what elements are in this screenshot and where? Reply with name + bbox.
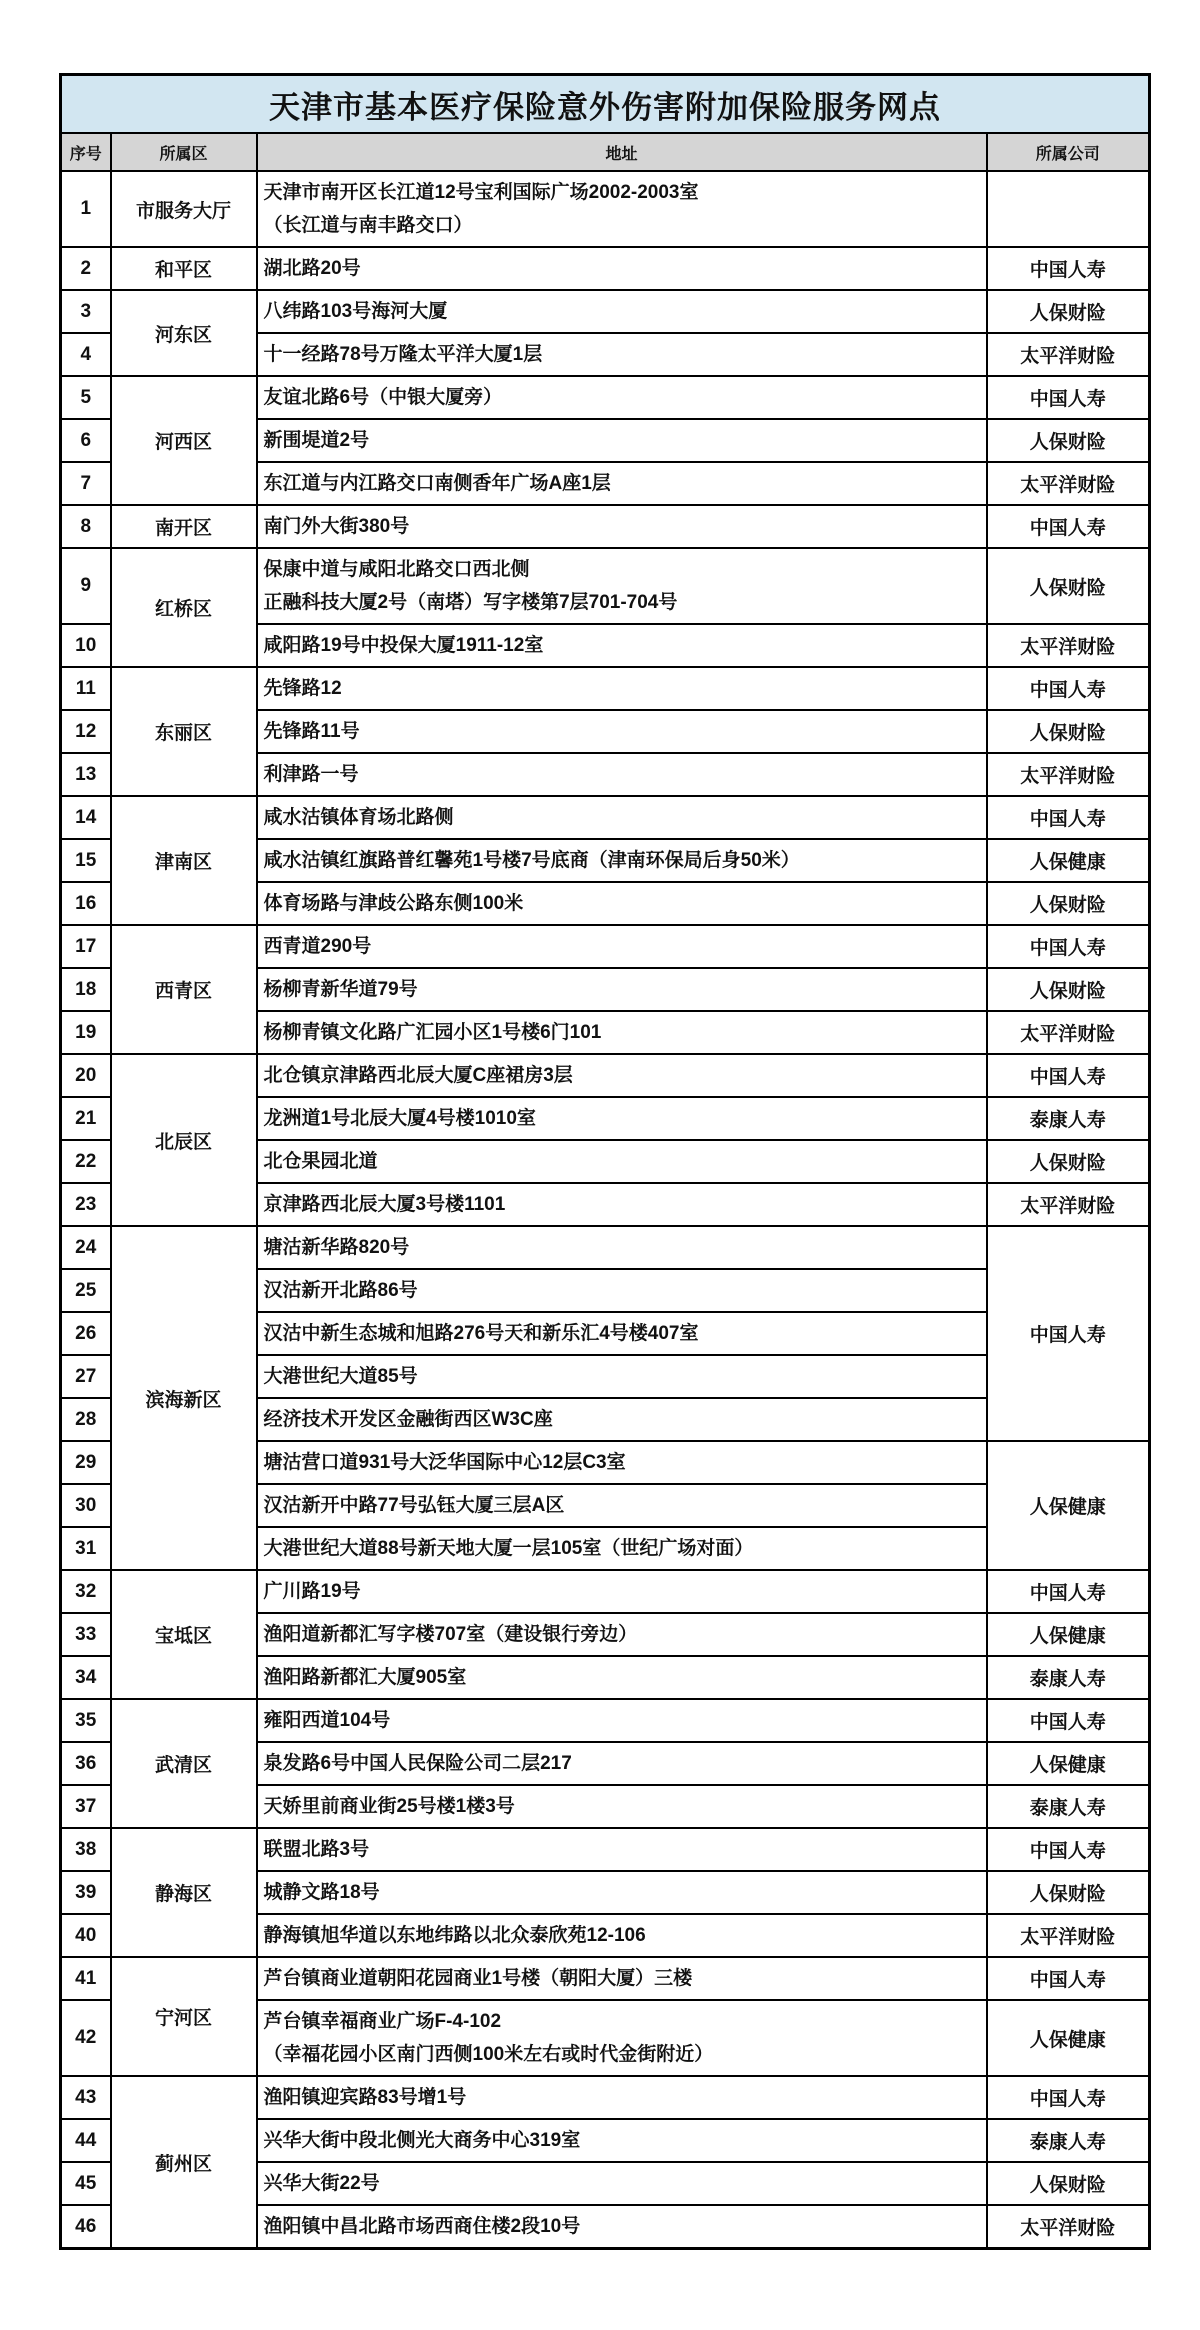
address-cell: 经济技术开发区金融街西区W3C座 (257, 1398, 987, 1441)
company-cell: 人保财险 (987, 1140, 1150, 1183)
serial-number-cell: 3 (61, 290, 111, 333)
serial-number-cell: 11 (61, 667, 111, 710)
serial-number-cell: 40 (61, 1914, 111, 1957)
serial-number-cell: 30 (61, 1484, 111, 1527)
table-row (61, 505, 1150, 548)
serial-number-cell: 17 (61, 925, 111, 968)
address-cell: 湖北路20号 (257, 247, 987, 290)
company-cell: 太平洋财险 (987, 462, 1150, 505)
serial-number-cell: 41 (61, 1957, 111, 2000)
district-cell: 河东区 (111, 290, 257, 376)
company-cell: 人保健康 (987, 1441, 1150, 1570)
address-cell: 联盟北路3号 (257, 1828, 987, 1871)
company-cell: 人保健康 (987, 2000, 1150, 2076)
serial-number-cell: 24 (61, 1226, 111, 1269)
district-cell: 津南区 (111, 796, 257, 925)
company-cell: 中国人寿 (987, 796, 1150, 839)
address-cell: 八纬路103号海河大厦 (257, 290, 987, 333)
company-cell: 太平洋财险 (987, 753, 1150, 796)
serial-number-cell: 37 (61, 1785, 111, 1828)
district-cell: 武清区 (111, 1699, 257, 1828)
company-cell: 中国人寿 (987, 1828, 1150, 1871)
serial-number-cell: 9 (61, 548, 111, 624)
serial-number-cell: 18 (61, 968, 111, 1011)
serial-number-cell: 4 (61, 333, 111, 376)
district-cell: 河西区 (111, 376, 257, 505)
company-cell: 中国人寿 (987, 925, 1150, 968)
company-cell: 人保财险 (987, 548, 1150, 624)
serial-number-cell: 2 (61, 247, 111, 290)
address-cell: 大港世纪大道85号 (257, 1355, 987, 1398)
company-cell: 太平洋财险 (987, 2205, 1150, 2249)
serial-number-cell: 7 (61, 462, 111, 505)
address-cell: 东江道与内江路交口南侧香年广场A座1层 (257, 462, 987, 505)
district-cell: 东丽区 (111, 667, 257, 796)
district-cell: 市服务大厅 (111, 171, 257, 247)
address-cell: 先锋路11号 (257, 710, 987, 753)
address-cell: 体育场路与津歧公路东侧100米 (257, 882, 987, 925)
address-cell: 芦台镇商业道朝阳花园商业1号楼（朝阳大厦）三楼 (257, 1957, 987, 2000)
address-cell: 兴华大街22号 (257, 2162, 987, 2205)
address-cell: 西青道290号 (257, 925, 987, 968)
company-cell: 中国人寿 (987, 1054, 1150, 1097)
address-cell: 杨柳青镇文化路广汇园小区1号楼6门101 (257, 1011, 987, 1054)
company-cell: 泰康人寿 (987, 1785, 1150, 1828)
serial-number-cell: 44 (61, 2119, 111, 2162)
serial-number-cell: 39 (61, 1871, 111, 1914)
address-cell: 兴华大街中段北侧光大商务中心319室 (257, 2119, 987, 2162)
table-row (61, 1570, 1150, 1613)
serial-number-cell: 35 (61, 1699, 111, 1742)
company-cell: 太平洋财险 (987, 624, 1150, 667)
serial-number-cell: 5 (61, 376, 111, 419)
address-cell: 大港世纪大道88号新天地大厦一层105室（世纪广场对面） (257, 1527, 987, 1570)
company-cell: 泰康人寿 (987, 2119, 1150, 2162)
address-cell: 南门外大街380号 (257, 505, 987, 548)
serial-number-cell: 36 (61, 1742, 111, 1785)
table-row (61, 796, 1150, 839)
table-row (61, 667, 1150, 710)
address-cell: 北仓镇京津路西北辰大厦C座裙房3层 (257, 1054, 987, 1097)
company-cell: 中国人寿 (987, 667, 1150, 710)
company-cell: 人保健康 (987, 1613, 1150, 1656)
serial-number-cell: 22 (61, 1140, 111, 1183)
table-title: 天津市基本医疗保险意外伤害附加保险服务网点 (61, 75, 1150, 134)
serial-number-cell: 12 (61, 710, 111, 753)
address-cell: 龙洲道1号北辰大厦4号楼1010室 (257, 1097, 987, 1140)
company-cell: 中国人寿 (987, 1957, 1150, 2000)
company-cell: 人保财险 (987, 968, 1150, 1011)
serial-number-cell: 34 (61, 1656, 111, 1699)
table-row (61, 247, 1150, 290)
district-cell: 南开区 (111, 505, 257, 548)
district-cell: 宁河区 (111, 1957, 257, 2076)
serial-number-cell: 25 (61, 1269, 111, 1312)
table-row (61, 376, 1150, 419)
company-cell: 中国人寿 (987, 1699, 1150, 1742)
company-cell: 中国人寿 (987, 376, 1150, 419)
table-body (61, 171, 1150, 2249)
serial-number-cell: 26 (61, 1312, 111, 1355)
header-serial-number: 序号 (61, 133, 111, 171)
table-row (61, 1699, 1150, 1742)
title-row (61, 75, 1150, 134)
company-cell (987, 171, 1150, 247)
company-cell: 人保健康 (987, 839, 1150, 882)
district-cell: 滨海新区 (111, 1226, 257, 1570)
serial-number-cell: 14 (61, 796, 111, 839)
serial-number-cell: 15 (61, 839, 111, 882)
company-cell: 中国人寿 (987, 1570, 1150, 1613)
address-cell: 十一经路78号万隆太平洋大厦1层 (257, 333, 987, 376)
district-cell: 宝坻区 (111, 1570, 257, 1699)
company-cell: 泰康人寿 (987, 1097, 1150, 1140)
address-cell: 新围堤道2号 (257, 419, 987, 462)
header-row (61, 133, 1150, 171)
company-cell: 中国人寿 (987, 505, 1150, 548)
address-cell: 芦台镇幸福商业广场F-4-102 （幸福花园小区南门西侧100米左右或时代金街附近） (257, 2000, 987, 2076)
serial-number-cell: 42 (61, 2000, 111, 2076)
address-cell: 先锋路12 (257, 667, 987, 710)
district-cell: 红桥区 (111, 548, 257, 667)
table-row (61, 290, 1150, 333)
serial-number-cell: 31 (61, 1527, 111, 1570)
address-cell: 京津路西北辰大厦3号楼1101 (257, 1183, 987, 1226)
table-row (61, 548, 1150, 624)
company-cell: 中国人寿 (987, 1226, 1150, 1441)
serial-number-cell: 27 (61, 1355, 111, 1398)
address-cell: 塘沽新华路820号 (257, 1226, 987, 1269)
address-cell: 保康中道与咸阳北路交口西北侧 正融科技大厦2号（南塔）写字楼第7层701-704号 (257, 548, 987, 624)
table-row (61, 2076, 1150, 2119)
serial-number-cell: 43 (61, 2076, 111, 2119)
company-cell: 人保财险 (987, 2162, 1150, 2205)
table-row (61, 1828, 1150, 1871)
address-cell: 汉沽新开中路77号弘钰大厦三层A区 (257, 1484, 987, 1527)
table-row (61, 1957, 1150, 2000)
district-cell: 蓟州区 (111, 2076, 257, 2249)
address-cell: 静海镇旭华道以东地纬路以北众泰欣苑12-106 (257, 1914, 987, 1957)
address-cell: 渔阳镇中昌北路市场西商住楼2段10号 (257, 2205, 987, 2249)
company-cell: 太平洋财险 (987, 1914, 1150, 1957)
table-row (61, 1226, 1150, 1269)
company-cell: 太平洋财险 (987, 333, 1150, 376)
table-row (61, 925, 1150, 968)
serial-number-cell: 1 (61, 171, 111, 247)
company-cell: 人保健康 (987, 1742, 1150, 1785)
address-cell: 友谊北路6号（中银大厦旁） (257, 376, 987, 419)
table-row (61, 1054, 1150, 1097)
serial-number-cell: 10 (61, 624, 111, 667)
table-row (61, 171, 1150, 247)
company-cell: 人保财险 (987, 1871, 1150, 1914)
company-cell: 人保财险 (987, 710, 1150, 753)
address-cell: 天津市南开区长江道12号宝利国际广场2002-2003室 （长江道与南丰路交口） (257, 171, 987, 247)
address-cell: 杨柳青新华道79号 (257, 968, 987, 1011)
serial-number-cell: 46 (61, 2205, 111, 2249)
address-cell: 塘沽营口道931号大泛华国际中心12层C3室 (257, 1441, 987, 1484)
insurance-network-sheet (59, 73, 1148, 2250)
company-cell: 中国人寿 (987, 2076, 1150, 2119)
serial-number-cell: 16 (61, 882, 111, 925)
company-cell: 太平洋财险 (987, 1183, 1150, 1226)
address-cell: 泉发路6号中国人民保险公司二层217 (257, 1742, 987, 1785)
company-cell: 人保财险 (987, 419, 1150, 462)
serial-number-cell: 29 (61, 1441, 111, 1484)
district-cell: 和平区 (111, 247, 257, 290)
serial-number-cell: 13 (61, 753, 111, 796)
serial-number-cell: 28 (61, 1398, 111, 1441)
district-cell: 西青区 (111, 925, 257, 1054)
address-cell: 北仓果园北道 (257, 1140, 987, 1183)
company-cell: 人保财险 (987, 882, 1150, 925)
company-cell: 中国人寿 (987, 247, 1150, 290)
serial-number-cell: 45 (61, 2162, 111, 2205)
address-cell: 渔阳路新都汇大厦905室 (257, 1656, 987, 1699)
district-cell: 北辰区 (111, 1054, 257, 1226)
address-cell: 渔阳道新都汇写字楼707室（建设银行旁边） (257, 1613, 987, 1656)
address-cell: 利津路一号 (257, 753, 987, 796)
address-cell: 广川路19号 (257, 1570, 987, 1613)
header-company: 所属公司 (987, 133, 1150, 171)
serial-number-cell: 23 (61, 1183, 111, 1226)
serial-number-cell: 33 (61, 1613, 111, 1656)
serial-number-cell: 8 (61, 505, 111, 548)
district-cell: 静海区 (111, 1828, 257, 1957)
header-address: 地址 (257, 133, 987, 171)
address-cell: 天娇里前商业街25号楼1楼3号 (257, 1785, 987, 1828)
address-cell: 咸水沽镇体育场北路侧 (257, 796, 987, 839)
address-cell: 城静文路18号 (257, 1871, 987, 1914)
address-cell: 汉沽新开北路86号 (257, 1269, 987, 1312)
serial-number-cell: 20 (61, 1054, 111, 1097)
serial-number-cell: 32 (61, 1570, 111, 1613)
address-cell: 咸水沽镇红旗路普红馨苑1号楼7号底商（津南环保局后身50米） (257, 839, 987, 882)
address-cell: 汉沽中新生态城和旭路276号天和新乐汇4号楼407室 (257, 1312, 987, 1355)
serial-number-cell: 19 (61, 1011, 111, 1054)
address-cell: 雍阳西道104号 (257, 1699, 987, 1742)
address-cell: 咸阳路19号中投保大厦1911-12室 (257, 624, 987, 667)
serial-number-cell: 38 (61, 1828, 111, 1871)
company-cell: 泰康人寿 (987, 1656, 1150, 1699)
company-cell: 人保财险 (987, 290, 1150, 333)
address-cell: 渔阳镇迎宾路83号增1号 (257, 2076, 987, 2119)
header-district: 所属区 (111, 133, 257, 171)
company-cell: 太平洋财险 (987, 1011, 1150, 1054)
service-network-table (59, 73, 1151, 2250)
serial-number-cell: 21 (61, 1097, 111, 1140)
serial-number-cell: 6 (61, 419, 111, 462)
